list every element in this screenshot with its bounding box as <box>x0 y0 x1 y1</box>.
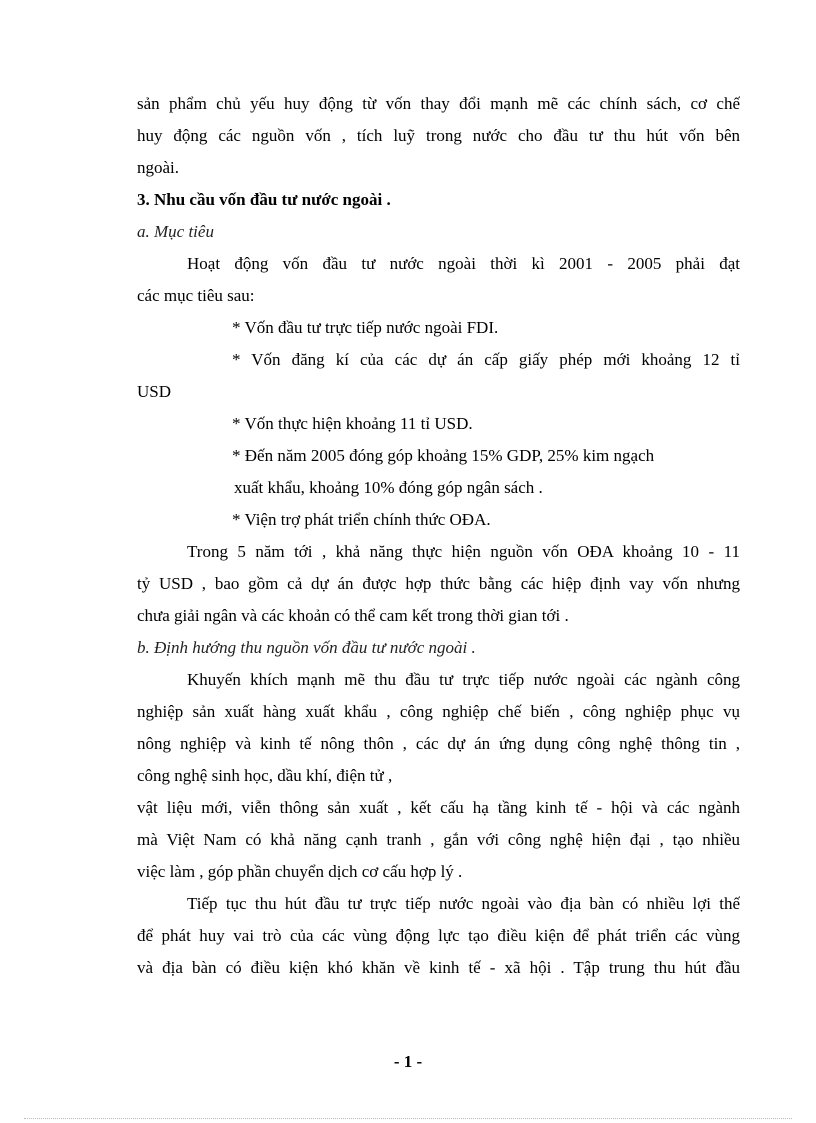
body-line: Tiếp tục thu hút đầu tư trực tiếp nước ngoài vào địa bàn có nhiều lợi thế <box>187 894 740 913</box>
subsection-heading: b. Định hướng thu nguồn vốn đầu tư nước ngoài . <box>137 638 476 657</box>
body-line: tỷ USD , bao gồm cả dự án được hợp thức bằng các hiệp định vay vốn nhưng <box>137 574 740 593</box>
body-line: các mục tiêu sau: <box>137 286 255 305</box>
bullet-item: * Đến năm 2005 đóng góp khoảng 15% GDP, 25% kim ngạch <box>232 446 655 465</box>
page-bottom-divider <box>24 1118 792 1119</box>
body-line: chưa giải ngân và các khoản có thể cam kết trong thời gian tới . <box>137 606 569 625</box>
body-line: USD <box>137 382 172 401</box>
body-line: Trong 5 năm tới , khả năng thực hiện nguồn vốn OĐA khoảng 10 - 11 <box>187 542 740 561</box>
bullet-item: * Vốn đăng kí của các dự án cấp giấy phép mới khoảng 12 tỉ <box>232 350 740 369</box>
body-line: huy động các nguồn vốn , tích luỹ trong nước cho đầu tư thu hút vốn bên <box>137 126 740 145</box>
body-line: việc làm , góp phần chuyển dịch cơ cấu hợp lý . <box>137 862 463 881</box>
body-line: xuất khẩu, khoảng 10% đóng góp ngân sách . <box>234 478 543 497</box>
body-line: Khuyến khích mạnh mẽ thu đầu tư trực tiếp nước ngoài các ngành công <box>187 670 740 689</box>
body-line: Hoạt động vốn đầu tư nước ngoài thời kì 2001 - 2005 phải đạt <box>187 254 740 273</box>
body-line: nông nghiệp và kinh tế nông thôn , các dự án ứng dụng công nghệ thông tin , <box>137 734 740 753</box>
body-line: để phát huy vai trò của các vùng động lực tạo điều kiện để phát triển các vùng <box>137 926 740 945</box>
body-line: nghiệp sản xuất hàng xuất khẩu , công nghiệp chế biến , công nghiệp phục vụ <box>137 702 740 721</box>
body-line: công nghệ sinh học, dầu khí, điện tử , <box>137 766 393 785</box>
bullet-item: * Vốn thực hiện khoảng 11 tỉ USD. <box>232 414 473 433</box>
bullet-item: * Vốn đầu tư trực tiếp nước ngoài FDI. <box>232 318 499 337</box>
body-line: sản phẩm chủ yếu huy động từ vốn thay đổi mạnh mẽ các chính sách, cơ chế <box>137 94 740 113</box>
document-body <box>137 88 740 984</box>
subsection-heading: a. Mục tiêu <box>137 222 214 241</box>
page-number: - 1 - <box>393 1052 423 1071</box>
body-line: vật liệu mới, viễn thông sản xuất , kết cấu hạ tầng kinh tế - hội và các ngành <box>137 798 740 817</box>
section-heading: 3. Nhu cầu vốn đầu tư nước ngoài . <box>137 190 391 209</box>
body-line: và địa bàn có điều kiện khó khăn về kinh tế - xã hội . Tập trung thu hút đầu <box>137 958 740 977</box>
body-line: ngoài. <box>137 158 180 177</box>
body-line: mà Việt Nam có khả năng cạnh tranh , gắn với công nghệ hiện đại , tạo nhiều <box>137 830 740 849</box>
bullet-item: * Viện trợ phát triển chính thức OĐA. <box>232 510 491 529</box>
